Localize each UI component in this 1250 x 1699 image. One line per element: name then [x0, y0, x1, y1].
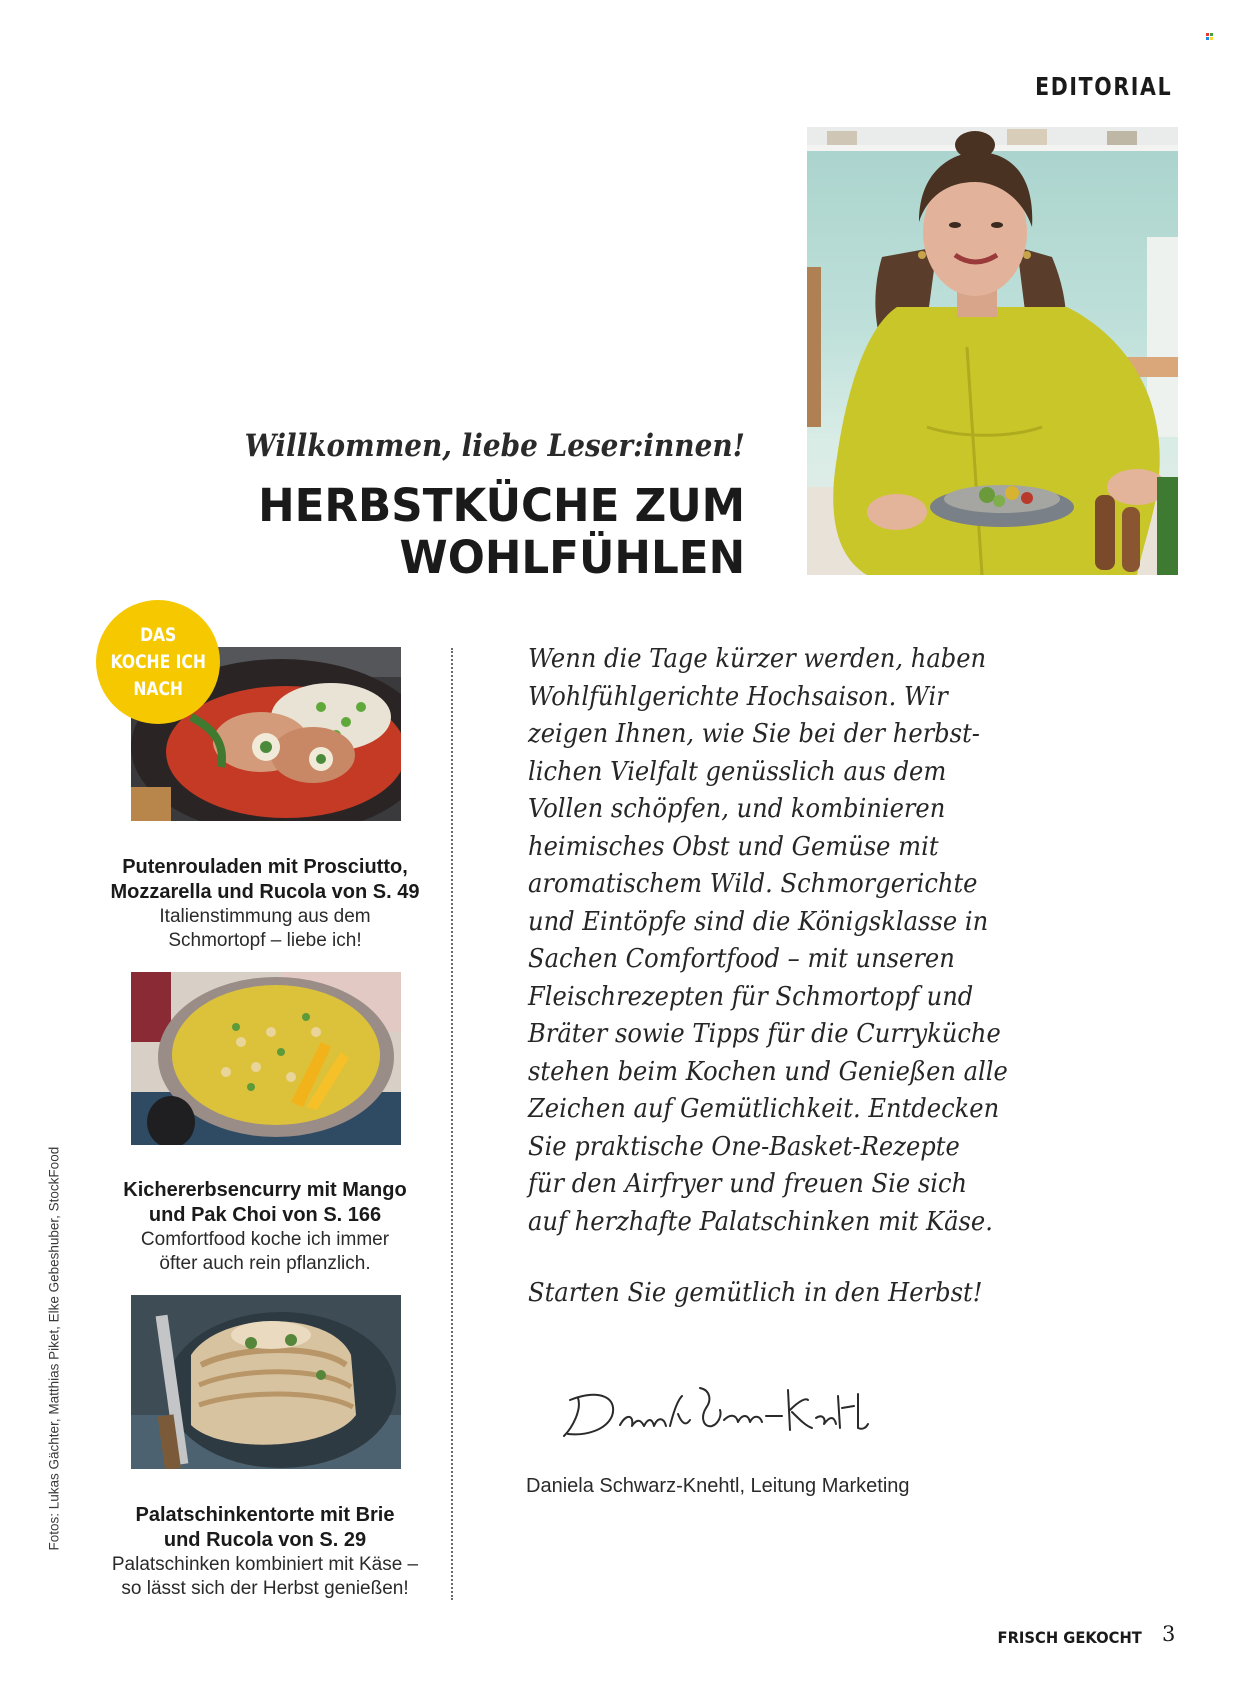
- body-line: für den Airfryer und freuen Sie sich: [528, 1169, 968, 1199]
- badge-text: DAS KOCHE ICH NACH: [110, 623, 206, 700]
- recipe-title: Mozzarella und Rucola von S. 49: [110, 881, 420, 903]
- author-credit: Daniela Schwarz-Knehtl, Leitung Marketing: [526, 1475, 910, 1497]
- koche-ich-nach-badge: [96, 600, 220, 724]
- body-line: lichen Vielfalt genüsslich aus dem: [528, 756, 947, 787]
- recipe-title: Kichererbsencurry mit Mango: [123, 1179, 407, 1201]
- recipe-title: Palatschinkentorte mit Brie: [135, 1504, 395, 1526]
- headline-line-1: HERBSTKÜCHE ZUM: [257, 479, 745, 532]
- body-line: aromatischem Wild. Schmorgerichte: [528, 869, 978, 899]
- body-line: Vollen schöpfen, und kombinieren: [528, 794, 946, 824]
- headline: [243, 480, 745, 584]
- body-line: heimisches Obst und Gemüse mit: [528, 831, 939, 862]
- recipe-description: so lässt sich der Herbst genießen!: [121, 1578, 409, 1599]
- body-line: Sie praktische One-Basket-Rezepte: [528, 1131, 960, 1162]
- recipe-description: Italienstimmung aus dem: [159, 906, 371, 927]
- recipe-item: [90, 855, 440, 953]
- body-line: Fleischrezepten für Schmortopf und: [528, 981, 974, 1012]
- body-line: und Eintöpfe sind die Königsklasse in: [528, 906, 989, 937]
- headline-line-2: WOHLFÜHLEN: [399, 531, 745, 584]
- recipe-description: Comfortfood koche ich immer: [140, 1229, 390, 1250]
- body-line: Wenn die Tage kürzer werden, haben: [528, 644, 987, 674]
- page-number: 3: [1162, 1622, 1176, 1646]
- section-label: EDITORIAL: [1034, 72, 1172, 101]
- column-divider: [451, 648, 453, 1600]
- recipe-description: Palatschinken kombiniert mit Käse –: [111, 1554, 419, 1575]
- recipe-description: öfter auch rein pflanzlich.: [159, 1253, 371, 1274]
- body-line: stehen beim Kochen und Genießen alle: [528, 1056, 1008, 1087]
- body-line: Bräter sowie Tipps für die Curryküche: [528, 1019, 1001, 1049]
- recipe-photo-kichererbsencurry: [131, 972, 401, 1145]
- print-registration-marks: [1206, 33, 1216, 41]
- recipe-title: und Rucola von S. 29: [163, 1529, 367, 1551]
- body-line: Sachen Comfortfood – mit unseren: [528, 944, 955, 974]
- editorial-body-text: [528, 641, 1048, 1241]
- body-line: Wohlfühlgerichte Hochsaison. Wir: [528, 681, 948, 712]
- recipe-title: Putenrouladen mit Prosciutto,: [122, 856, 408, 878]
- closing-line: Starten Sie gemütlich in den Herbst!: [528, 1278, 983, 1308]
- greeting: Willkommen, liebe Leser:innen!: [244, 428, 745, 464]
- body-line: Zeichen auf Gemütlichkeit. Entdecken: [528, 1094, 1000, 1124]
- photo-credit: Fotos: Lukas Gächter, Matthias Piket, Elke Gebeshuber, StockFood: [46, 1146, 62, 1551]
- recipe-item: [90, 1178, 440, 1276]
- author-portrait-photo: [807, 127, 1178, 575]
- magazine-name: FRISCH GEKOCHT: [997, 1628, 1142, 1647]
- body-line: auf herzhafte Palatschinken mit Käse.: [528, 1206, 993, 1237]
- recipe-photo-palatschinkentorte: [131, 1295, 401, 1469]
- handwritten-signature: [560, 1370, 870, 1450]
- recipe-item: [90, 1503, 440, 1601]
- recipe-description: Schmortopf – liebe ich!: [168, 930, 362, 951]
- recipe-title: und Pak Choi von S. 166: [148, 1204, 382, 1226]
- body-line: zeigen Ihnen, wie Sie bei der herbst-: [528, 719, 980, 749]
